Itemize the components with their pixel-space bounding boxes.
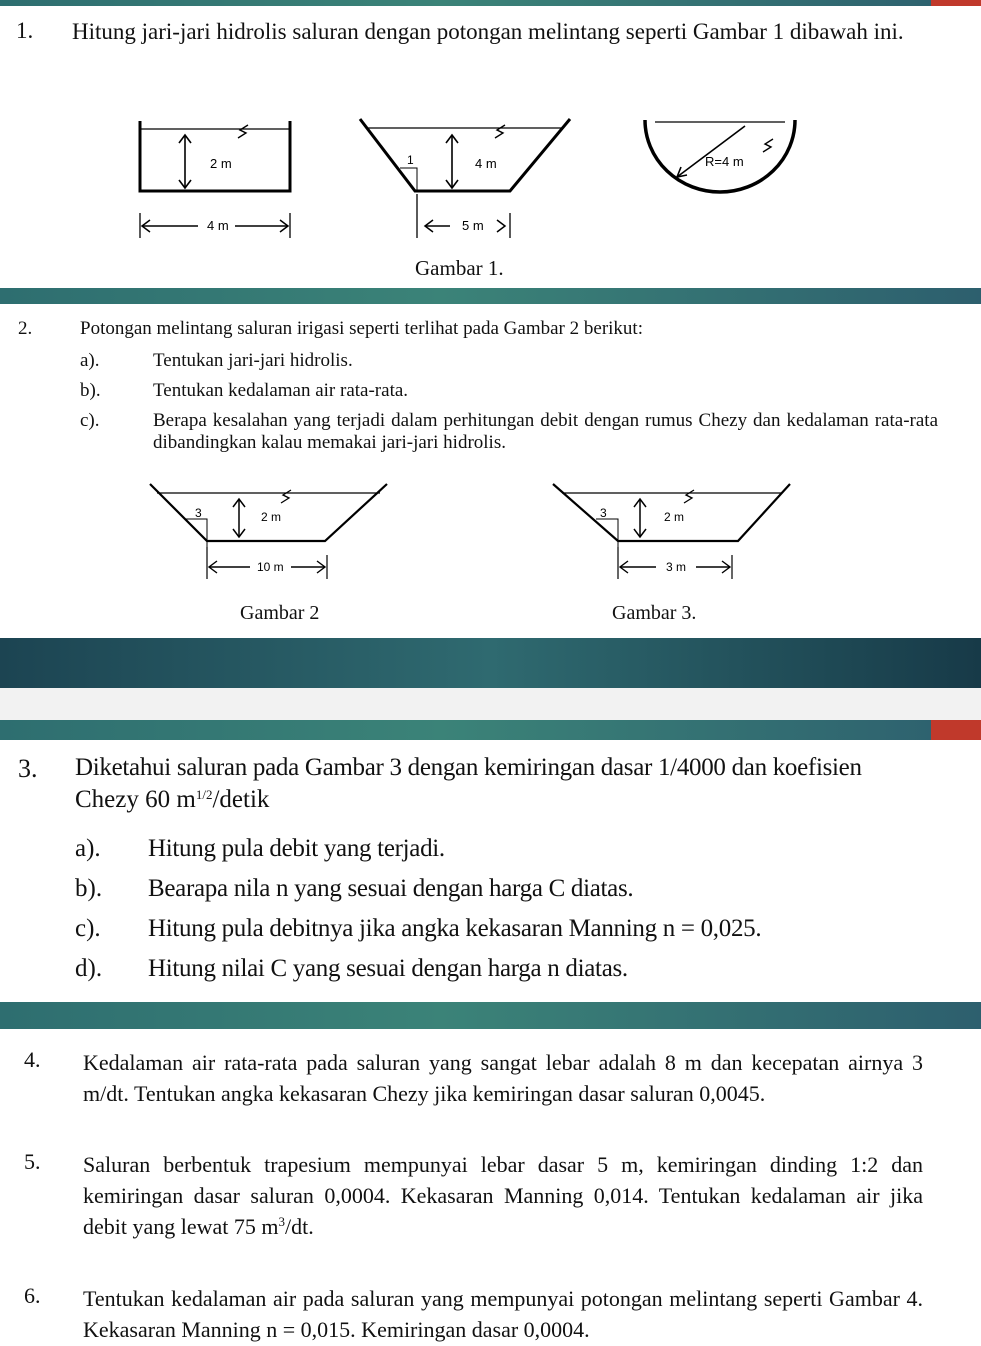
figure-1-rectangular-channel (130, 116, 300, 246)
question-3-item-c-label: c). (75, 915, 101, 942)
question-1-text: Hitung jari-jari hidrolis saluran dengan potongan melintang seperti Gambar 1 dibawah ini. (72, 19, 904, 44)
question-3-number: 3. (18, 754, 38, 783)
question-3-panel (0, 740, 981, 1002)
question-5-text-main: Saluran berbentuk trapesium mempunyai lebar dasar 5 m, kemiringan dinding 1:2 dan kemiringan dasar saluran 0,0004. Kekasaran Manning 0,014. Tentukan kedalaman air jika debit yang lewat 75 m (83, 1152, 923, 1239)
fig2-slope-label: 3 (195, 506, 202, 520)
fig3-width-label: 3 m (666, 560, 687, 574)
divider-band-1 (0, 288, 981, 304)
question-3-item-a-label: a). (75, 835, 101, 862)
question-2-item-b-text: Tentukan kedalaman air rata-rata. (153, 380, 409, 401)
question-3-item-d-label: d). (75, 955, 103, 982)
question-4-text: Kedalaman air rata-rata pada saluran yang sangat lebar adalah 8 m dan kecepatan airnya 3 m/dt. Tentukan angka kekasaran Chezy jika kemiringan dasar saluran 0,0045. (83, 1050, 923, 1106)
rect-width-label: 4 m (207, 218, 229, 233)
trap-slope-label: 1 (407, 153, 414, 167)
figure-1-circular-channel (635, 112, 805, 197)
question-3-item-d-text: Hitung nilai C yang sesuai dengan harga n diatas. (148, 955, 628, 982)
question-5-text-end: /dt. (285, 1214, 314, 1239)
trap-channel-outline (360, 119, 570, 191)
trap-water-symbol (495, 125, 505, 138)
divider-band-3 (0, 720, 981, 740)
question-3-unit-exponent: 1/2 (195, 787, 213, 802)
fig3-water-symbol (684, 490, 694, 503)
divider-gap (0, 688, 981, 720)
trap-width-arrow-right-head (497, 220, 505, 232)
question-2-item-a-text: Tentukan jari-jari hidrolis. (153, 350, 353, 371)
question-2-item-a-label: a). (80, 350, 100, 371)
divider-band-4 (0, 1002, 981, 1029)
figure-1-caption: Gambar 1. (415, 256, 504, 280)
question-2-panel (0, 304, 981, 638)
questions-4-6-panel (0, 1029, 981, 1346)
rect-water-symbol (238, 125, 248, 138)
question-2-text: Potongan melintang saluran irigasi seperti terlihat pada Gambar 2 berikut: (80, 318, 643, 339)
fig2-depth-label: 2 m (261, 510, 282, 524)
fig3-depth-label: 2 m (664, 510, 685, 524)
question-1-panel (0, 6, 981, 288)
circle-water-symbol (763, 139, 773, 152)
trap-width-label: 5 m (462, 218, 484, 233)
question-3-text-line2-post: /detik (212, 786, 270, 813)
trap-depth-label: 4 m (475, 156, 497, 171)
figure-1-trapezoid-channel (355, 116, 580, 246)
question-3-text-line2 (75, 786, 269, 814)
question-3-item-b-text: Bearapa nila n yang sesuai dengan harga C diatas. (148, 875, 634, 902)
fig3-slope-label: 3 (600, 506, 607, 520)
question-3-item-a-text: Hitung pula debit yang terjadi. (148, 835, 445, 862)
figure-3-caption: Gambar 3. (612, 602, 697, 624)
question-3-text-line1: Diketahui saluran pada Gambar 3 dengan kemiringan dasar 1/4000 dan koefisien (75, 754, 862, 781)
circle-radius-label: R=4 m (705, 154, 744, 169)
question-5-number: 5. (24, 1149, 41, 1174)
question-3-item-c-text: Hitung pula debitnya jika angka kekasaran Manning n = 0,025. (148, 915, 762, 942)
question-5-text (83, 1149, 923, 1242)
question-3-text-line2-pre: Chezy 60 m (75, 786, 196, 813)
figure-2-caption: Gambar 2 (240, 602, 320, 624)
figure-2-trapezoid-channel (145, 479, 395, 589)
question-6-text: Tentukan kedalaman air pada saluran yang mempunyai potongan melintang seperti Gambar 4. Kekasaran Manning n = 0,015. Kemiringan dasar 0,0004. (83, 1286, 923, 1342)
question-2-item-c-label: c). (80, 410, 100, 431)
trap-slope-triangle (400, 168, 417, 191)
divider-band-2 (0, 638, 981, 688)
question-2-number: 2. (18, 318, 33, 339)
question-5-unit-exponent: 3 (278, 1214, 286, 1229)
question-4-number: 4. (24, 1047, 41, 1072)
question-2-item-c-text: Berapa kesalahan yang terjadi dalam perhitungan debit dengan rumus Chezy dan kedalaman rata-rata dibandingkan kalau memakai jari-jari hidrolis. (153, 410, 938, 453)
circle-radius-line (677, 126, 745, 177)
question-1-number: 1. (16, 18, 34, 43)
rect-depth-label: 2 m (210, 156, 232, 171)
question-6-number: 6. (24, 1283, 41, 1308)
question-3-item-b-label: b). (75, 875, 103, 902)
fig2-width-label: 10 m (257, 560, 284, 574)
figure-3-trapezoid-channel (548, 479, 798, 589)
section-red-tab (931, 720, 981, 740)
question-2-item-b-label: b). (80, 380, 101, 401)
fig2-water-symbol (281, 490, 291, 503)
